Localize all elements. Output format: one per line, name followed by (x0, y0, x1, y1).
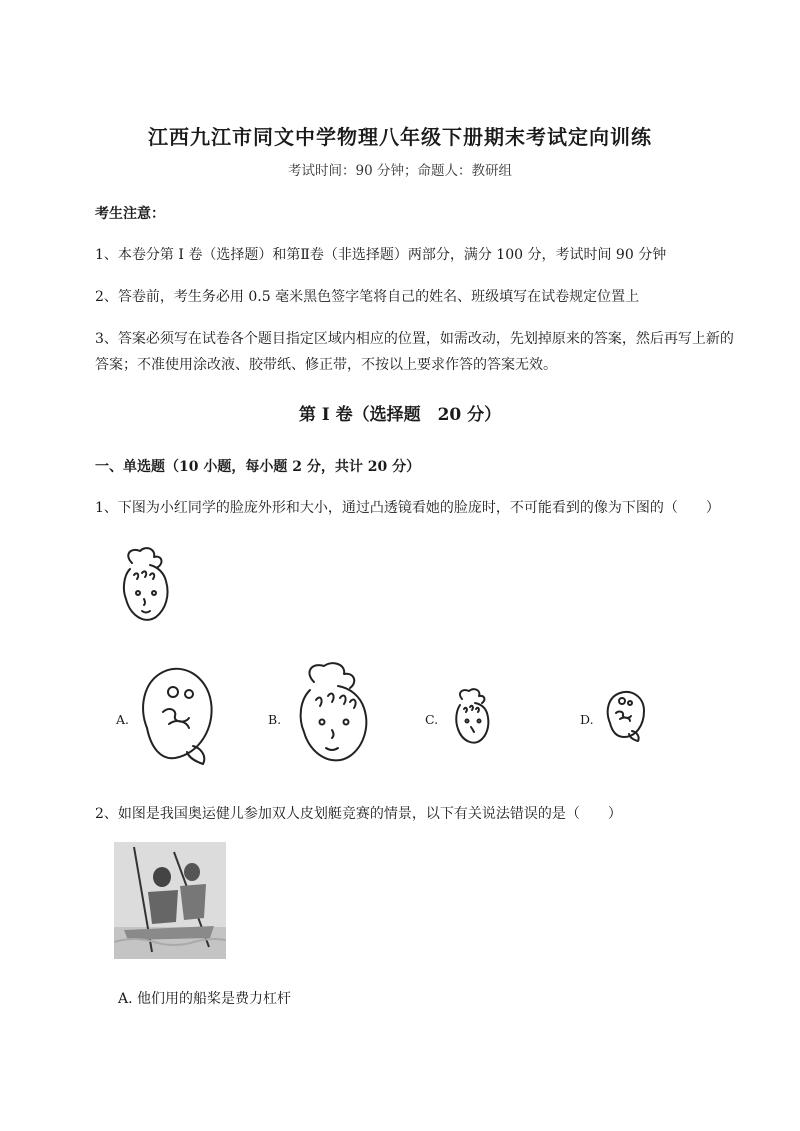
question-1: 1、下图为小红同学的脸庞外形和大小，通过凸透镜看她的脸庞时，不可能看到的像为下图的（ ） (95, 500, 720, 516)
exam-info: 考试时间：90 分钟；命题人：教研组 (288, 163, 512, 179)
question-2: 2、如图是我国奥运健儿参加双人皮划艇竞赛的情景，以下有关说法错误的是（ ） (95, 806, 622, 822)
option-1b-label[interactable]: B. (268, 712, 282, 727)
notice-item-3: 3、答案必须写在试卷各个题目指定区域内相应的位置，如需改动，先划掉原来的答案，然后再写上新的答案；不准使用涂改液、胶带纸、修正带，不按以上要求作答的答案无效。 (95, 331, 734, 373)
part-heading: 一、单选题（10 小题，每小题 2 分，共计 20 分） (95, 459, 421, 475)
option-1d-label[interactable]: D. (580, 712, 594, 727)
page-title: 江西九江市同文中学物理八年级下册期末考试定向训练 (148, 125, 652, 149)
option-1a-label[interactable]: A. (116, 712, 130, 727)
section-title: 第 I 卷（选择题 20 分） (298, 405, 502, 425)
option-1c-label[interactable]: C. (425, 712, 439, 727)
notice-item-2: 2、答卷前，考生务必用 0.5 毫米黑色签字笔将自己的姓名、班级填写在试卷规定位置上 (95, 289, 640, 305)
notice-item-1: 1、本卷分第 I 卷（选择题）和第Ⅱ卷（非选择题）两部分，满分 100 分，考试时间 90 分钟 (95, 247, 667, 263)
canoe-photo (114, 842, 226, 959)
notice-heading: 考生注意： (95, 206, 165, 222)
girl-face-icon (288, 660, 383, 775)
girl-face-icon (600, 685, 650, 747)
girl-face-icon (448, 687, 498, 749)
girl-face-icon (110, 545, 180, 630)
girl-face-icon (133, 658, 223, 773)
option-2a[interactable]: A. 他们用的船桨是费力杠杆 (118, 991, 292, 1007)
